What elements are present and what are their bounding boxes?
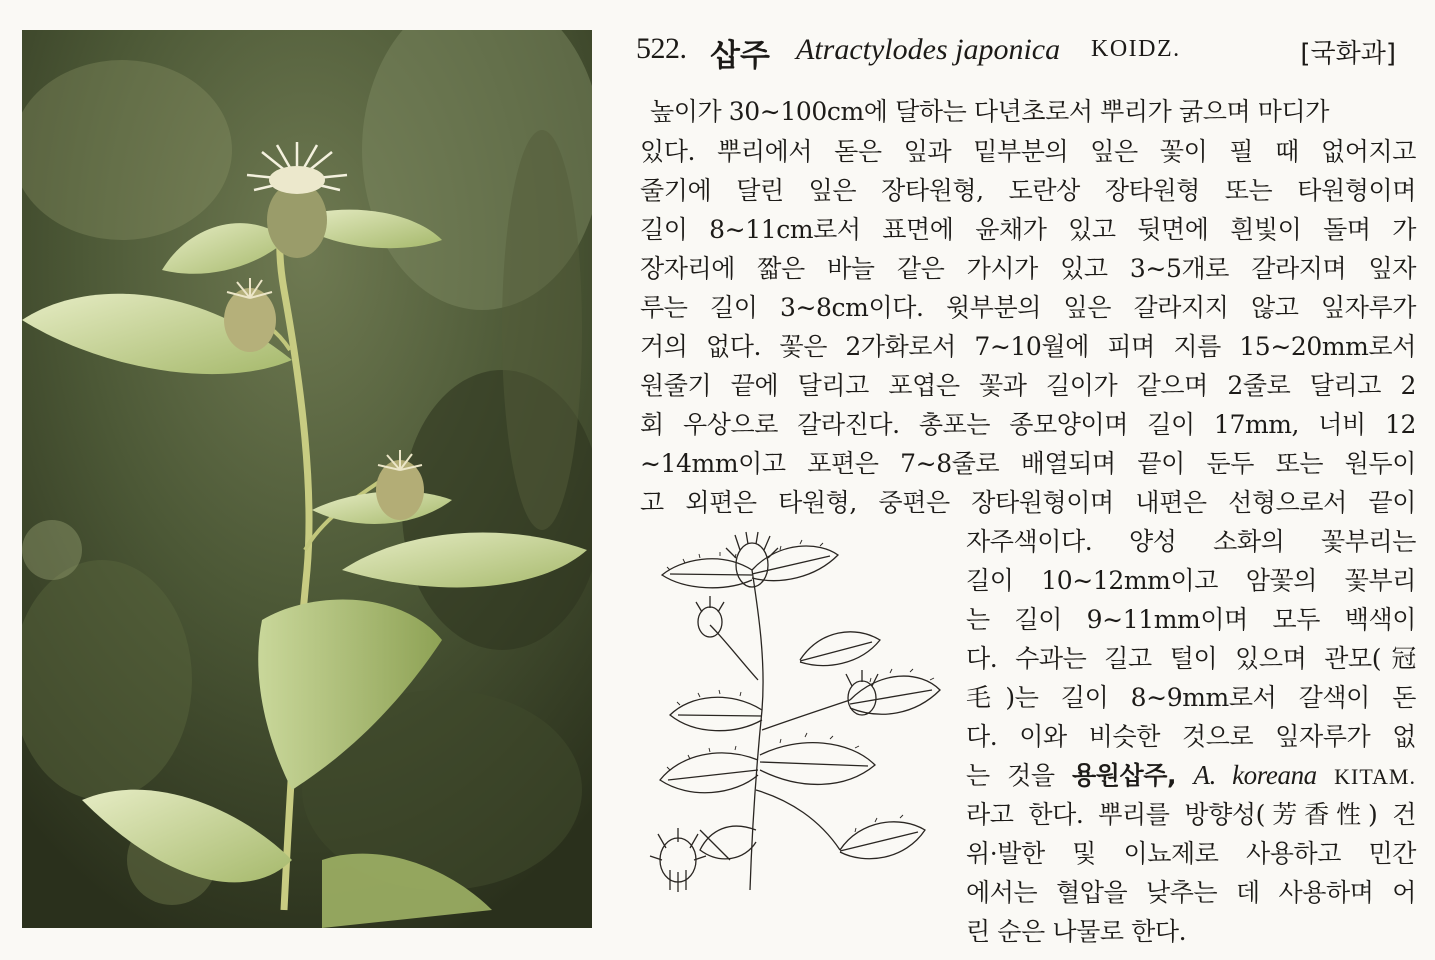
scientific-name: Atractylodes japonica	[796, 33, 1061, 66]
similar-prefix: 는 것을	[966, 761, 1072, 790]
similar-author: KITAM.	[1334, 764, 1416, 789]
entry-heading	[636, 30, 1396, 80]
author-abbreviation: KOIDZ.	[1091, 36, 1181, 62]
text-line: 毛)는 길이 8∼9mm로서 갈색이 돈	[966, 683, 1416, 712]
similar-korean-name: 용원삽주,	[1072, 761, 1177, 790]
similar-species-line	[966, 756, 1416, 792]
text-line: 원줄기 끝에 달리고 포엽은 꽃과 길이가 같으며 2줄로 달리고 2	[640, 371, 1416, 400]
plant-photograph	[22, 30, 592, 928]
text-line: 에서는 혈압을 낮추는 데 사용하며 어	[966, 878, 1416, 907]
text-line: 루는 길이 3∼8cm이다. 윗부분의 잎은 갈라지지 않고 잎자루가	[640, 293, 1416, 322]
text-line: 위·발한 및 이뇨제로 사용하고 민간	[966, 839, 1416, 868]
text-line: ∼14mm이고 포편은 7∼8줄로 배열되며 끝이 둔두 또는 원두이	[640, 449, 1416, 478]
text-line: 린 순은 나물로 한다.	[966, 917, 1187, 946]
text-line: 회 우상으로 갈라진다. 총포는 종모양이며 길이 17mm, 너비 12	[640, 410, 1416, 439]
text-line: 라고 한다. 뿌리를 방향성(芳香性) 건	[966, 800, 1416, 829]
text-line: 다. 이와 비슷한 것으로 잎자루가 없	[966, 722, 1416, 751]
entry-number: 522.	[636, 32, 687, 65]
text-line: 줄기에 달린 잎은 장타원형, 도란상 장타원형 또는 타원형이며	[640, 176, 1416, 205]
text-line: 다. 수과는 길고 털이 있으며 관모(冠	[966, 644, 1416, 673]
korean-name: 삽주	[710, 38, 770, 74]
text-line: 자주색이다. 양성 소화의 꽃부리는	[966, 527, 1416, 556]
text-line: 는 길이 9∼11mm이며 모두 백색이	[966, 605, 1416, 634]
text-line: 길이 8∼11cm로서 표면에 윤채가 있고 뒷면에 흰빛이 돌며 가	[640, 215, 1416, 244]
text-line: 있다. 뿌리에서 돋은 잎과 밑부분의 잎은 꽃이 필 때 없어지고	[640, 137, 1416, 166]
botanical-illustration	[640, 530, 960, 900]
text-line: 길이 10∼12mm이고 암꽃의 꽃부리	[966, 566, 1416, 595]
family-label: [국화과]	[1300, 39, 1396, 69]
text-line: 거의 없다. 꽃은 2가화로서 7∼10월에 피며 지름 15∼20mm로서	[640, 332, 1416, 361]
text-line: 장자리에 짧은 바늘 같은 가시가 있고 3∼5개로 갈라지며 잎자	[640, 254, 1416, 283]
similar-scientific-name: A. koreana	[1193, 760, 1317, 790]
text-line: 높이가 30∼100cm에 달하는 다년초로서 뿌리가 굵으며 마디가	[650, 97, 1330, 126]
text-line: 고 외편은 타원형, 중편은 장타원형이며 내편은 선형으로서 끝이	[640, 488, 1416, 517]
